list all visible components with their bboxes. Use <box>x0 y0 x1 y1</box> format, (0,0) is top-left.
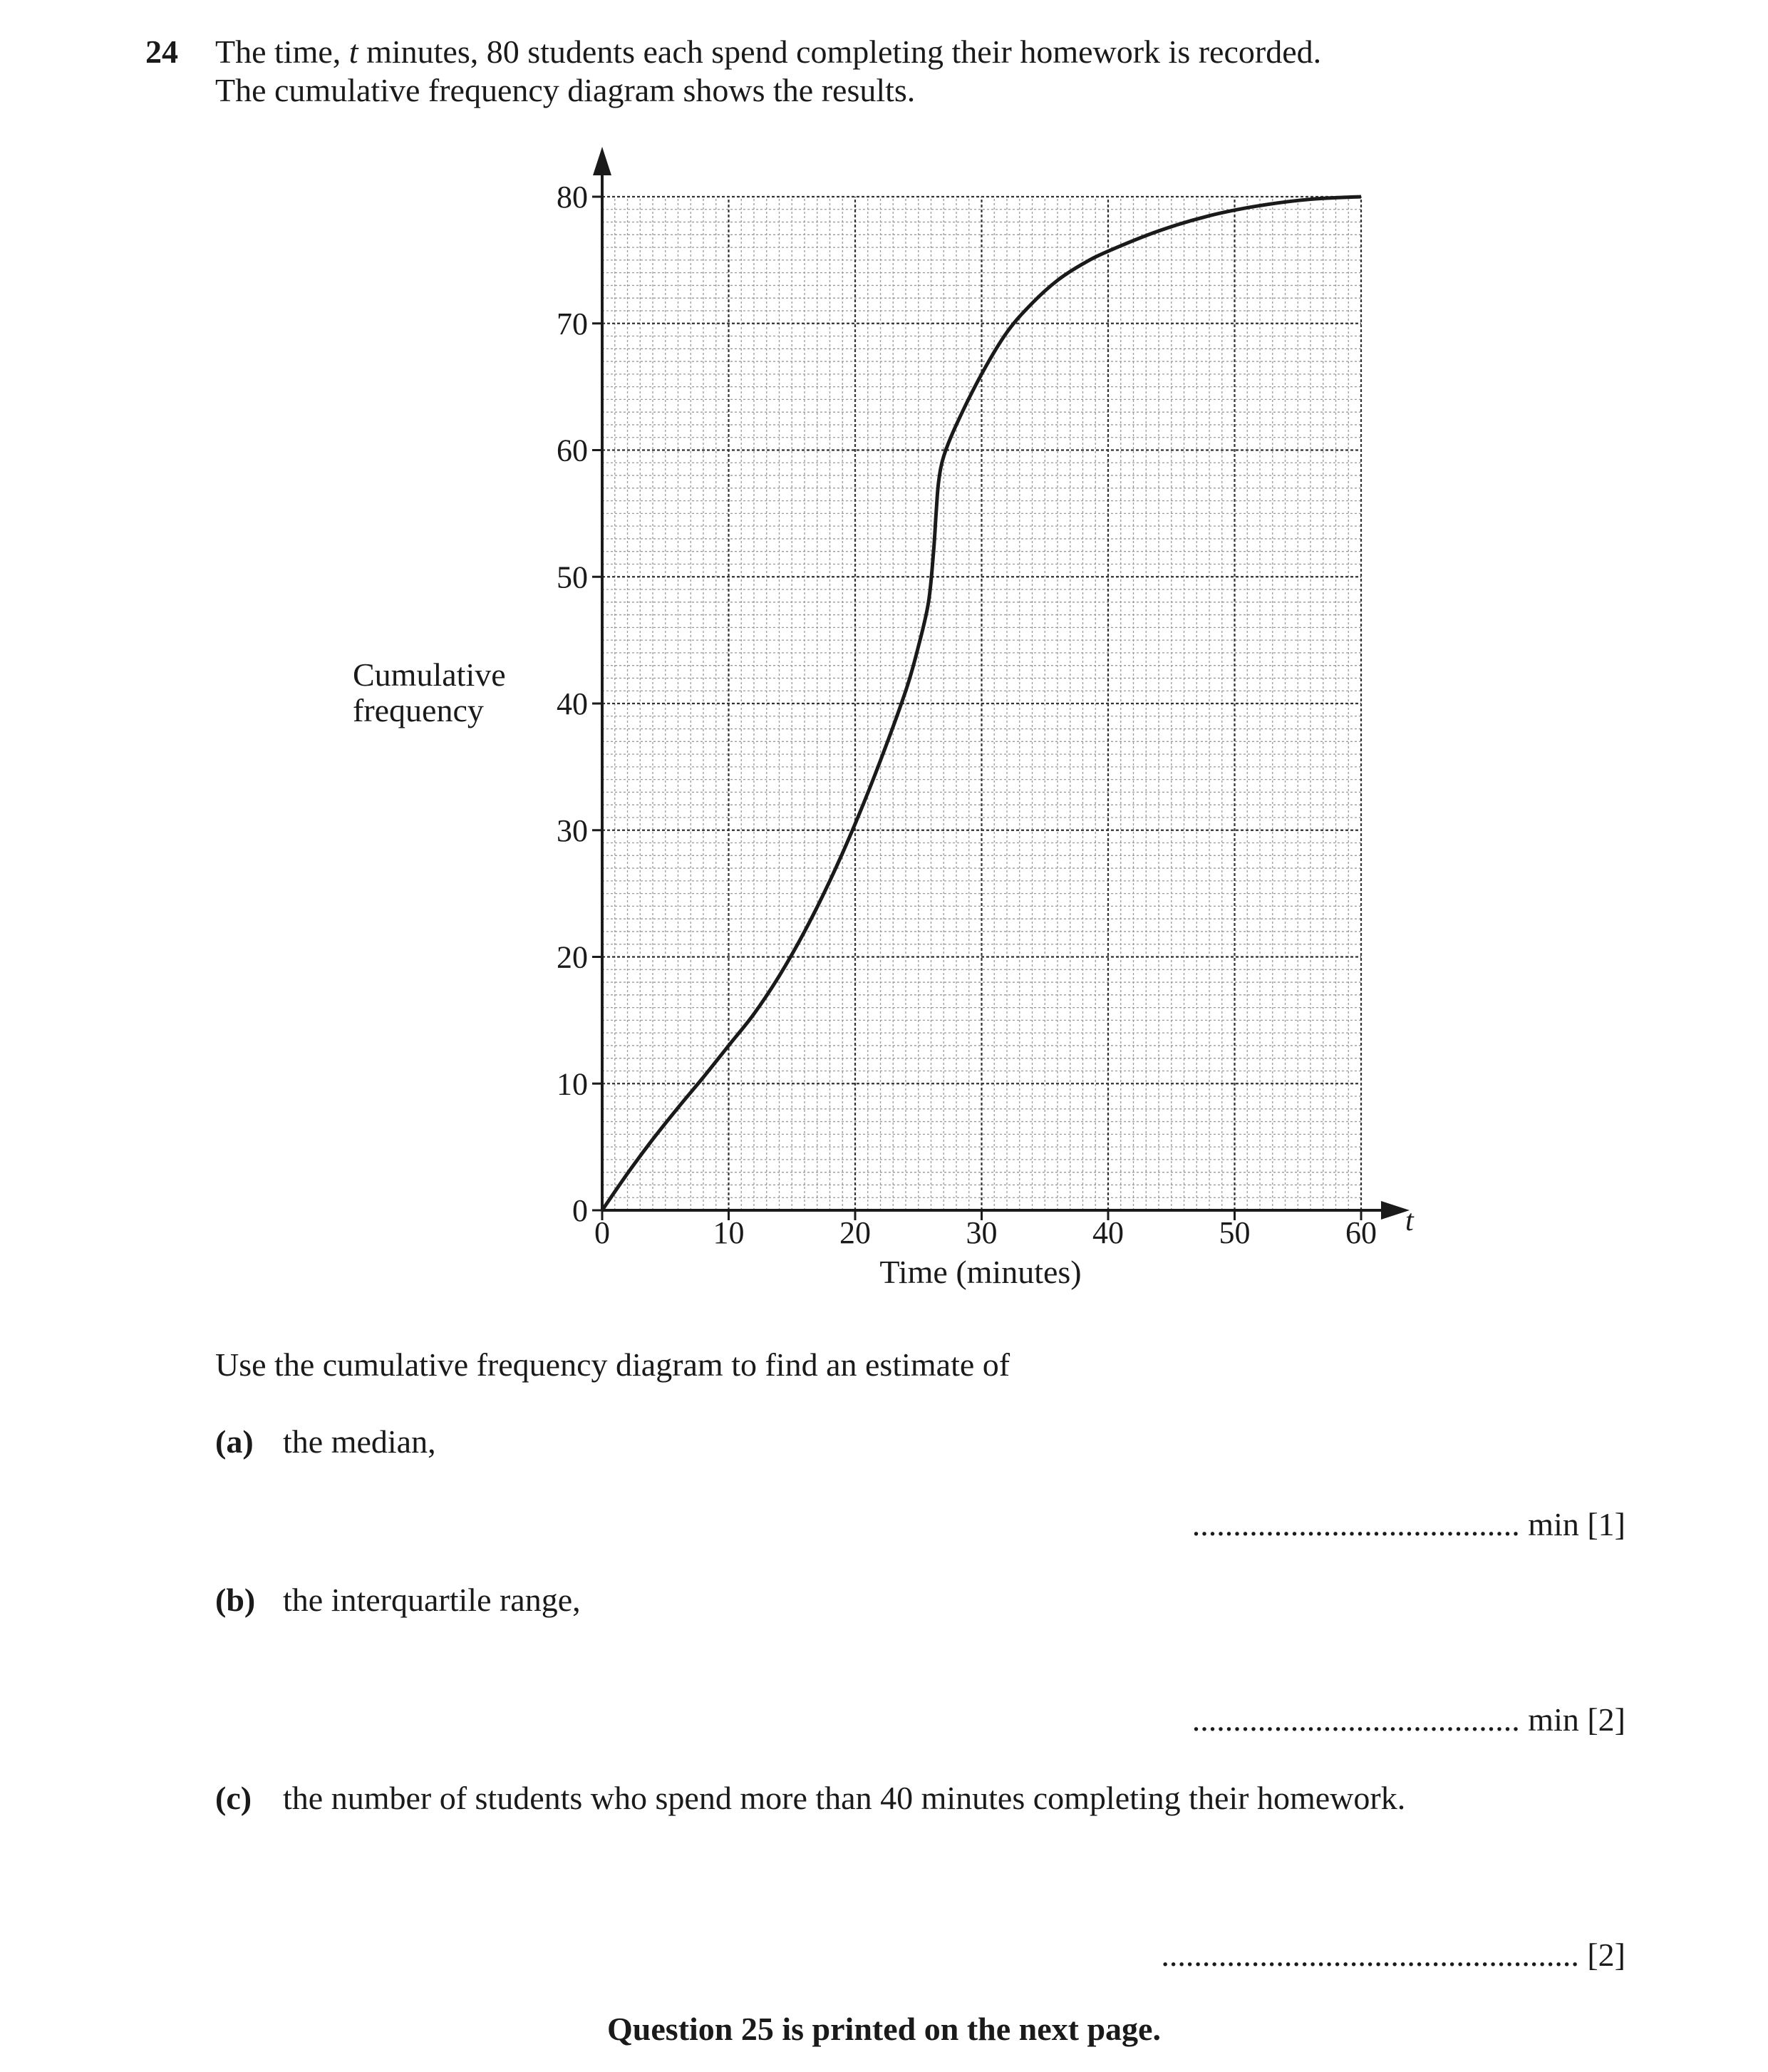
part-b-text: the interquartile range, <box>283 1582 581 1618</box>
x-tick-label: 50 <box>1219 1215 1251 1250</box>
part-a-text: the median, <box>283 1423 436 1460</box>
part-b-unit-marks: min [2] <box>1519 1701 1625 1738</box>
y-axis-label-line1: Cumulative <box>353 656 506 693</box>
page-footer-note: Question 25 is printed on the next page. <box>607 2011 1161 2047</box>
time-variable: t <box>348 33 358 70</box>
y-tick-label: 40 <box>557 686 588 721</box>
part-b-answer-line[interactable]: ........................................ min [2] <box>1191 1701 1625 1738</box>
x-tick-label: 10 <box>713 1215 745 1250</box>
part-c-answer-line[interactable]: ................................................... [2] <box>1161 1937 1625 1973</box>
question-intro-line2: The cumulative frequency diagram shows the results. <box>215 72 916 108</box>
part-c-text: the number of students who spend more than 40 minutes completing their homework. <box>283 1780 1406 1816</box>
question-intro-line1: The time, t minutes, 80 students each spend completing their homework is recorded. <box>215 33 1322 70</box>
y-tick-label: 30 <box>557 813 588 848</box>
instruction-text: Use the cumulative frequency diagram to find an estimate of <box>215 1346 1010 1383</box>
y-tick-label: 50 <box>557 560 588 595</box>
y-axis-label-line2: frequency <box>353 692 484 728</box>
y-axis-arrow-icon <box>593 147 611 175</box>
x-axis-label: Time (minutes) <box>879 1254 1082 1290</box>
axis-ticks <box>557 180 1377 1250</box>
y-tick-label: 60 <box>557 433 588 468</box>
y-tick-label: 0 <box>572 1193 588 1228</box>
x-tick-label: 0 <box>594 1215 610 1250</box>
x-tick-label: 20 <box>839 1215 871 1250</box>
part-c-label: (c) <box>215 1780 252 1816</box>
x-axis-symbol: t <box>1405 1205 1414 1237</box>
part-a-label: (a) <box>215 1423 254 1460</box>
y-tick-label: 20 <box>557 939 588 975</box>
part-a-unit-marks: min [1] <box>1519 1506 1625 1542</box>
x-tick-label: 60 <box>1345 1215 1377 1250</box>
y-tick-label: 10 <box>557 1066 588 1102</box>
part-b-label: (b) <box>215 1582 256 1618</box>
x-tick-label: 30 <box>966 1215 998 1250</box>
y-tick-label: 80 <box>557 180 588 215</box>
part-c-marks: [2] <box>1578 1937 1625 1973</box>
part-a-answer-line[interactable]: ........................................ min [1] <box>1191 1506 1625 1542</box>
question-number: 24 <box>145 33 178 70</box>
x-tick-label: 40 <box>1092 1215 1124 1250</box>
y-tick-label: 70 <box>557 306 588 341</box>
